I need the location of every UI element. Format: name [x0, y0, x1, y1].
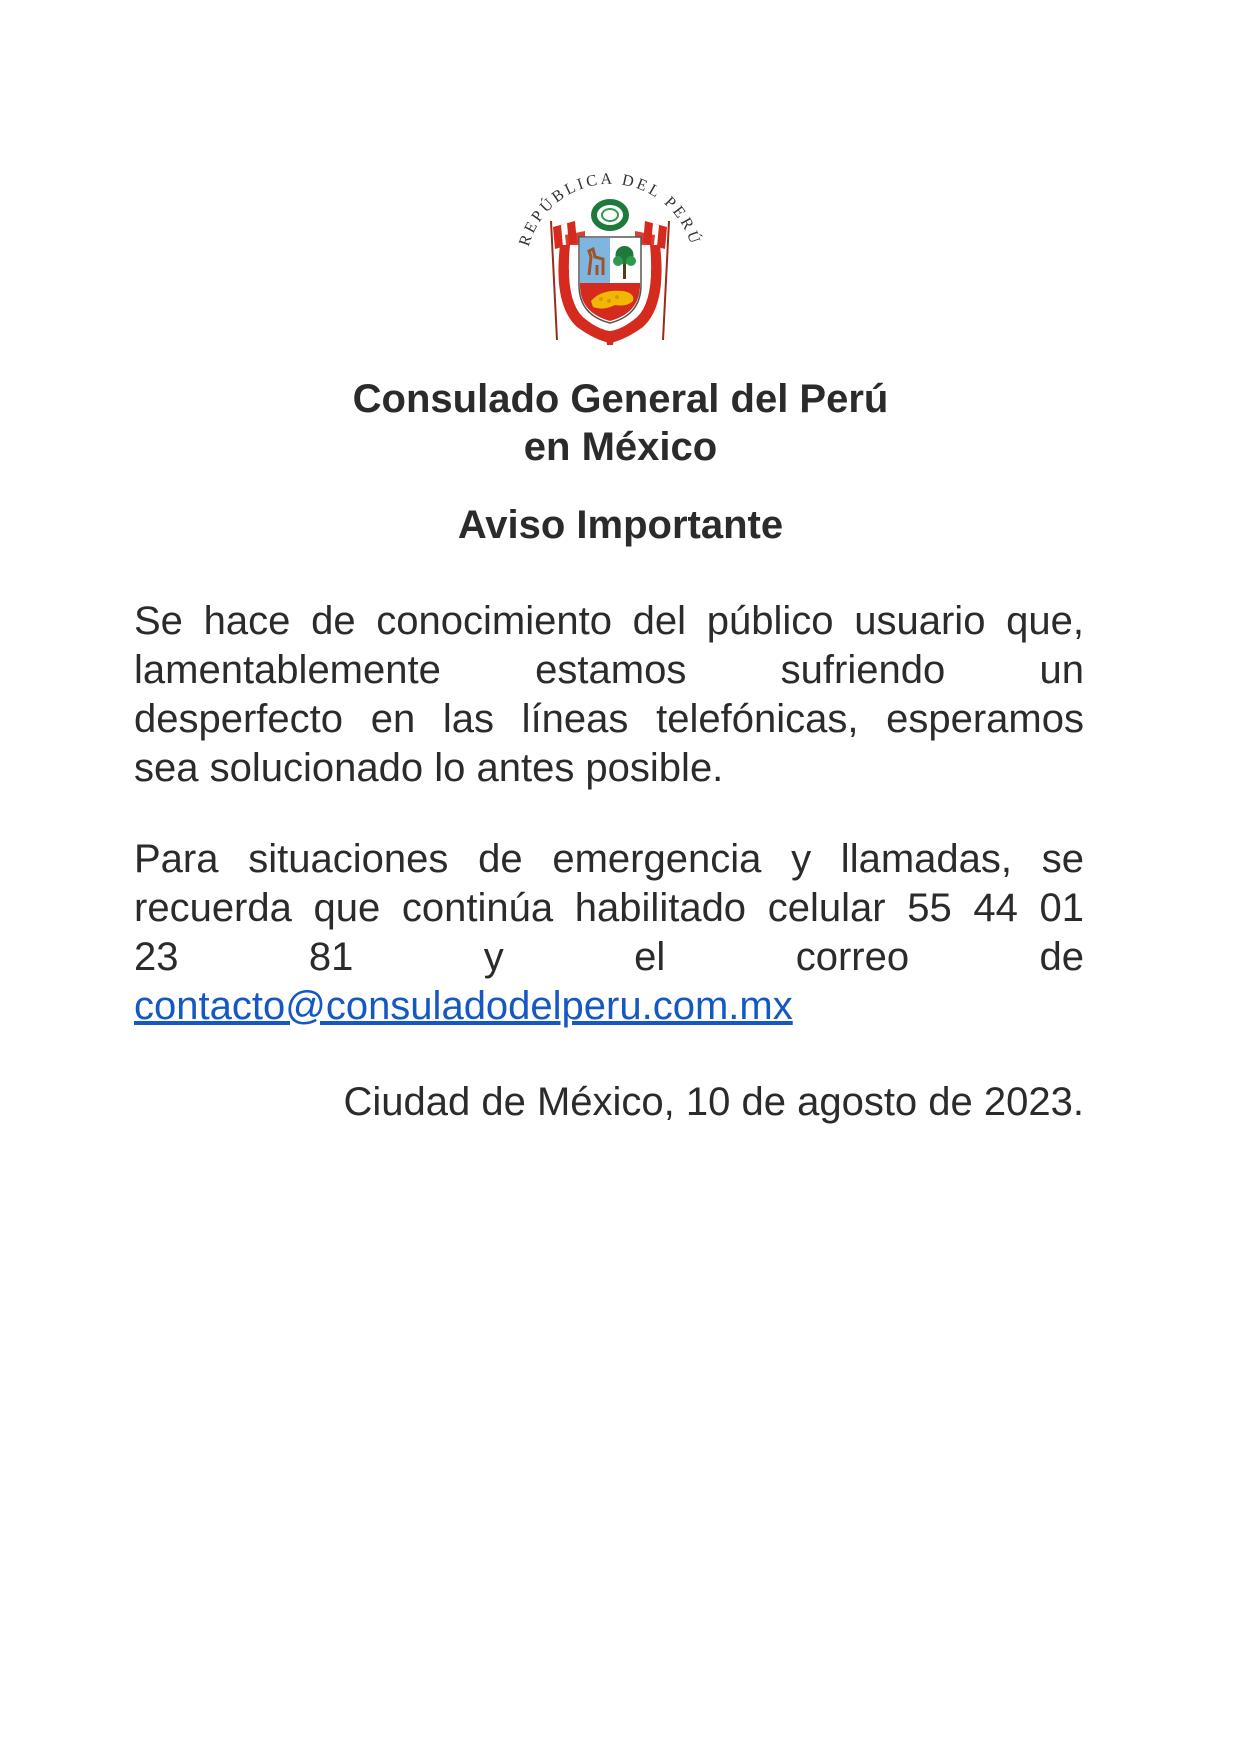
paragraph-2-line-2: recuerda que continúa habilitado celular 55 44 01: [134, 886, 1084, 930]
wreath-icon: [594, 202, 626, 228]
paragraph-1-line-3: desperfecto en las líneas telefónicas, esperamos: [134, 697, 1084, 741]
shield-icon: [579, 237, 641, 323]
paragraph-2-line-1: Para situaciones de emergencia y llamadas, se: [134, 837, 1084, 881]
paragraph-service-issue: [134, 597, 1084, 793]
email-line: [134, 982, 1084, 1031]
notice-title: Aviso Importante: [457, 503, 784, 547]
page-title-line-1: Consulado General del Perú: [352, 377, 889, 421]
date-location-line: Ciudad de México, 10 de agosto de 2023.: [343, 1080, 1084, 1124]
contact-email-link[interactable]: contacto@consuladodelperu.com.mx: [134, 984, 793, 1028]
paragraph-1-line-2: lamentablemente estamos sufriendo un: [134, 648, 1084, 692]
tassel-icon: [605, 331, 615, 345]
seal-inscription: REPÚBLICA DEL PERÚ: [516, 170, 704, 249]
paragraph-emergency-contact: [134, 835, 1084, 1031]
paragraph-1-line-1: Se hace de conocimiento del público usuario que,: [134, 599, 1084, 643]
paragraph-1-line-4: sea solucionado lo antes posible.: [134, 746, 724, 790]
page-title-line-2: en México: [523, 425, 718, 469]
paragraph-2-line-3: 23 81 y el correo de: [134, 935, 1084, 979]
coat-of-arms-seal: [505, 165, 715, 350]
